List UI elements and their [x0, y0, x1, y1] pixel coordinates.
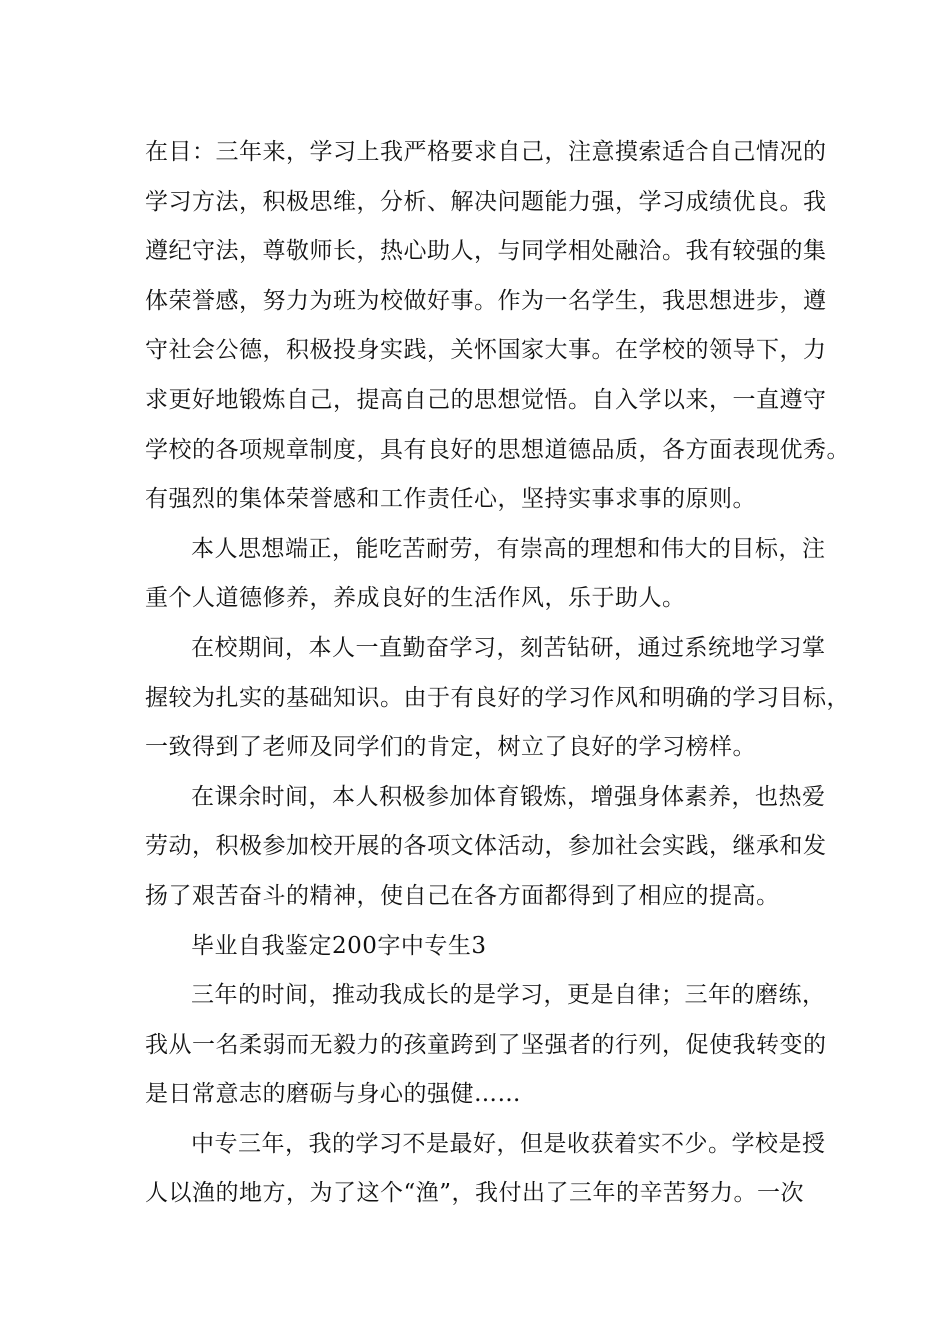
paragraph-3 — [145, 624, 850, 773]
section-heading — [145, 922, 825, 972]
text-line: 学校的各项规章制度，具有良好的思想道德品质，各方面表现优秀。 — [145, 436, 850, 463]
text-line: 守社会公德，积极投身实践，关怀国家大事。在学校的领导下，力 — [145, 337, 827, 364]
text-line: 在课余时间，本人积极参加体育锻炼，增强身体素养，也热爱 — [191, 783, 826, 810]
text-line: 人以渔的地方，为了这个“渔”，我付出了三年的辛苦努力。一次 — [145, 1180, 805, 1207]
text-line: 体荣誉感，努力为班为校做好事。作为一名学生，我思想进步，遵 — [145, 287, 827, 314]
text-line: 中专三年，我的学习不是最好，但是收获着实不少。学校是授 — [191, 1130, 826, 1157]
text-line: 我从一名柔弱而无毅力的孩童跨到了坚强者的行列，促使我转变的 — [145, 1031, 827, 1058]
text-line: 有强烈的集体荣誉感和工作责任心，坚持实事求事的原则。 — [145, 486, 756, 513]
paragraph-2 — [145, 525, 825, 624]
text-line: 握较为扎实的基础知识。由于有良好的学习作风和明确的学习目标， — [145, 684, 850, 711]
text-line: 在目：三年来，学习上我严格要求自己，注意摸索适合自己情况的 — [145, 139, 827, 165]
text-line: 学习方法，积极思维，分析、解决问题能力强，学习成绩优良。我 — [145, 188, 827, 215]
paragraph-5 — [145, 971, 825, 1120]
paragraph-6 — [145, 1120, 825, 1219]
text-line: 遵纪守法，尊敬师长，热心助人，与同学相处融洽。我有较强的集 — [145, 238, 827, 265]
text-line: 扬了艰苦奋斗的精神，使自己在各方面都得到了相应的提高。 — [145, 882, 780, 909]
text-line: 重个人道德修养，养成良好的生活作风，乐于助人。 — [145, 585, 686, 612]
paragraph-1 — [145, 128, 850, 525]
text-line: 三年的时间，推动我成长的是学习，更是自律；三年的磨练， — [191, 982, 826, 1009]
text-line: 本人思想端正，能吃苦耐劳，有崇高的理想和伟大的目标，注 — [191, 535, 826, 562]
text-line: 在校期间，本人一直勤奋学习，刻苦钻研，通过系统地学习掌 — [191, 634, 826, 661]
paragraph-4 — [145, 773, 825, 922]
text-line: 求更好地锻炼自己，提高自己的思想觉悟。自入学以来，一直遵守 — [145, 386, 827, 413]
document-body — [145, 128, 850, 1219]
text-line: 是日常意志的磨砺与身心的强健…… — [145, 1081, 521, 1108]
heading-text: 毕业自我鉴定200字中专生3 — [191, 932, 487, 959]
text-line: 劳动，积极参加校开展的各项文体活动，参加社会实践，继承和发 — [145, 833, 827, 860]
text-line: 一致得到了老师及同学们的肯定，树立了良好的学习榜样。 — [145, 734, 756, 761]
